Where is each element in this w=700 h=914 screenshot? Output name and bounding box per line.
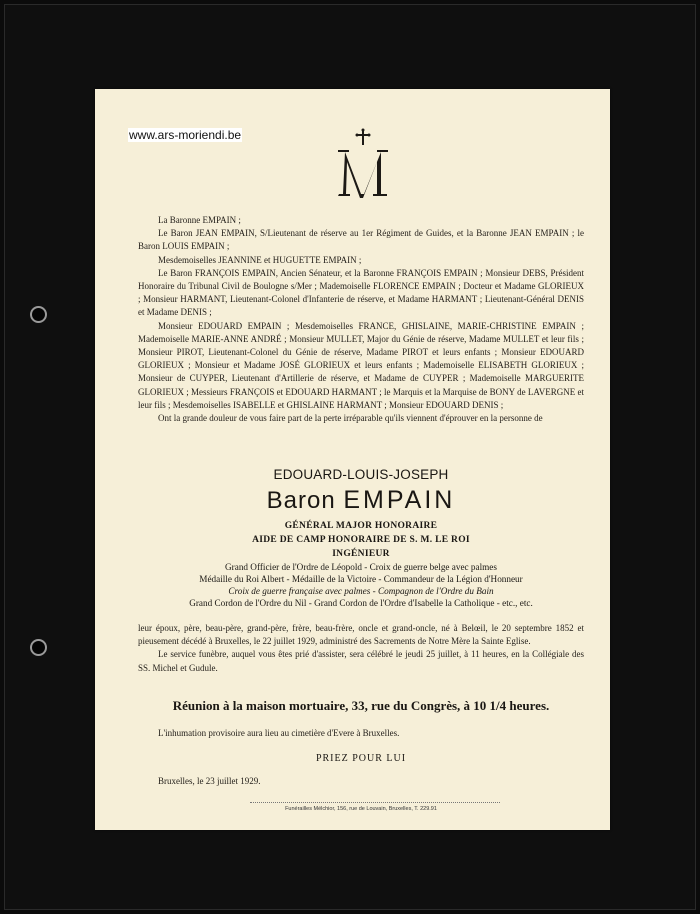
inhumation-text: L'inhumation provisoire aura lieu au cimetière d'Evere à Bruxelles. bbox=[158, 728, 400, 738]
inhumation-line bbox=[138, 727, 584, 740]
announcement-line: Ont la grande douleur de vous faire part de la perte irréparable qu'ils viennent d'éprouver en la personne de bbox=[158, 413, 543, 424]
family-line-3: Mesdemoiselles JEANNINE et HUGUETTE EMPAIN ; bbox=[158, 254, 362, 265]
rank-line-1: GÉNÉRAL MAJOR HONORAIRE bbox=[284, 521, 438, 531]
honours-line-3: Croix de guerre française avec palmes - Compagnon de l'Ordre du Bain bbox=[228, 586, 494, 596]
family-line-4: Le Baron FRANÇOIS EMPAIN, Ancien Sénateur, et la Baronne FRANÇOIS EMPAIN ; Monsieur DEBS, Président Honoraire du Tribunal Civil de Boulogne s/Mer ; Mademoiselle FLORENCE EMPAIN ; Docteur et Madame GLORIEUX ; Monsieur HARMANT, Lieutenant-Colonel d'Infanterie de réserve, et Madame HARMANT ; Lieutenant-Général DENIS et Madame DENIS ; bbox=[138, 267, 584, 318]
family-line-5: Monsieur EDOUARD EMPAIN ; Mesdemoiselles FRANCE, GHISLAINE, MARIE-CHRISTINE EMPAIN ; Mademoiselle MARIE-ANNE ANDRÉ ; Monsieur MULLET, Major du Génie de réserve, Madame MULLET et leur fils ; Monsieur PIROT, Lieutenant-Colonel du Génie de réserve, Madame PIROT et leurs enfants ; Monsieur EDOUARD GLORIEUX ; Monsieur et Madame JOSÉ GLORIEUX et leurs enfants ; Mademoiselle ELISABETH GLORIEUX ; Monsieur de CUYPER, Lieutenant d'Artillerie de réserve, et Madame de CUYPER ; Mademoiselle MARGUERITE GLORIEUX ; Messieurs FRANÇOIS et EDOUARD HARMANT ; le Marquis et la Marquise de BONY de LAVERGNE et leur fils ; Mesdemoiselles ISABELLE et GHISLAINE HARMANT ; Monsieur EDOUARD DENIS ; bbox=[138, 320, 584, 410]
binder-hole-bottom bbox=[30, 639, 47, 656]
marian-monogram-icon bbox=[335, 128, 391, 200]
printer-credit: Funérailles Mélchior, 156, rue de Louvain, Bruxelles, T. 229.91 bbox=[285, 806, 437, 812]
funeral-notice-paper bbox=[95, 89, 610, 830]
deceased-given-names: EDOUARD-LOUIS-JOSEPH bbox=[273, 467, 449, 482]
priez-pour-lui: PRIEZ POUR LUI bbox=[315, 753, 407, 764]
reunion-line: Réunion à la maison mortuaire, 33, rue du Congrès, à 10 1/4 heures. bbox=[172, 698, 550, 713]
deceased-surname: EMPAIN bbox=[343, 486, 456, 514]
family-line-1: La Baronne EMPAIN ; bbox=[158, 215, 241, 225]
dateline: Bruxelles, le 23 juillet 1929. bbox=[158, 776, 261, 786]
family-line-2: Le Baron JEAN EMPAIN, S/Lieutenant de réserve au 1er Régiment de Guides, et la Baronne JEAN EMPAIN ; le Baron LOUIS EMPAIN ; bbox=[138, 228, 584, 252]
funeral-service-line: Le service funèbre, auquel vous êtes prié d'assister, sera célébré le jeudi 25 juillet, à 11 heures, en la Collégiale des SS. Michel et Gudule. bbox=[138, 649, 584, 673]
deceased-title: Baron bbox=[266, 487, 336, 514]
biography-line-1: leur époux, père, beau-père, grand-père, frère, beau-frère, oncle et grand-oncle, né à Belœil, le 20 septembre 1852 et pieusement décédé à Bruxelles, le 22 juillet 1929, administré des Sacrements de Notre Mère la Sainte Eglise. bbox=[138, 623, 584, 647]
honours-line-1: Grand Officier de l'Ordre de Léopold - Croix de guerre belge avec palmes bbox=[225, 562, 497, 572]
binder-hole-top bbox=[30, 306, 47, 323]
family-list bbox=[138, 214, 584, 425]
rank-line-2: AIDE DE CAMP HONORAIRE DE S. M. LE ROI bbox=[252, 535, 470, 545]
biography bbox=[138, 622, 584, 675]
watermark-url: www.ars-moriendi.be bbox=[129, 128, 242, 142]
rank-line-3: INGÉNIEUR bbox=[332, 549, 390, 559]
footer-rule bbox=[250, 802, 500, 803]
honours-line-2: Médaille du Roi Albert - Médaille de la Victoire - Commandeur de la Légion d'Honneur bbox=[199, 574, 523, 584]
honours-line-4: Grand Cordon de l'Ordre du Nil - Grand Cordon de l'Ordre d'Isabelle la Catholique - etc., etc. bbox=[189, 598, 533, 608]
deceased-name bbox=[138, 486, 584, 515]
